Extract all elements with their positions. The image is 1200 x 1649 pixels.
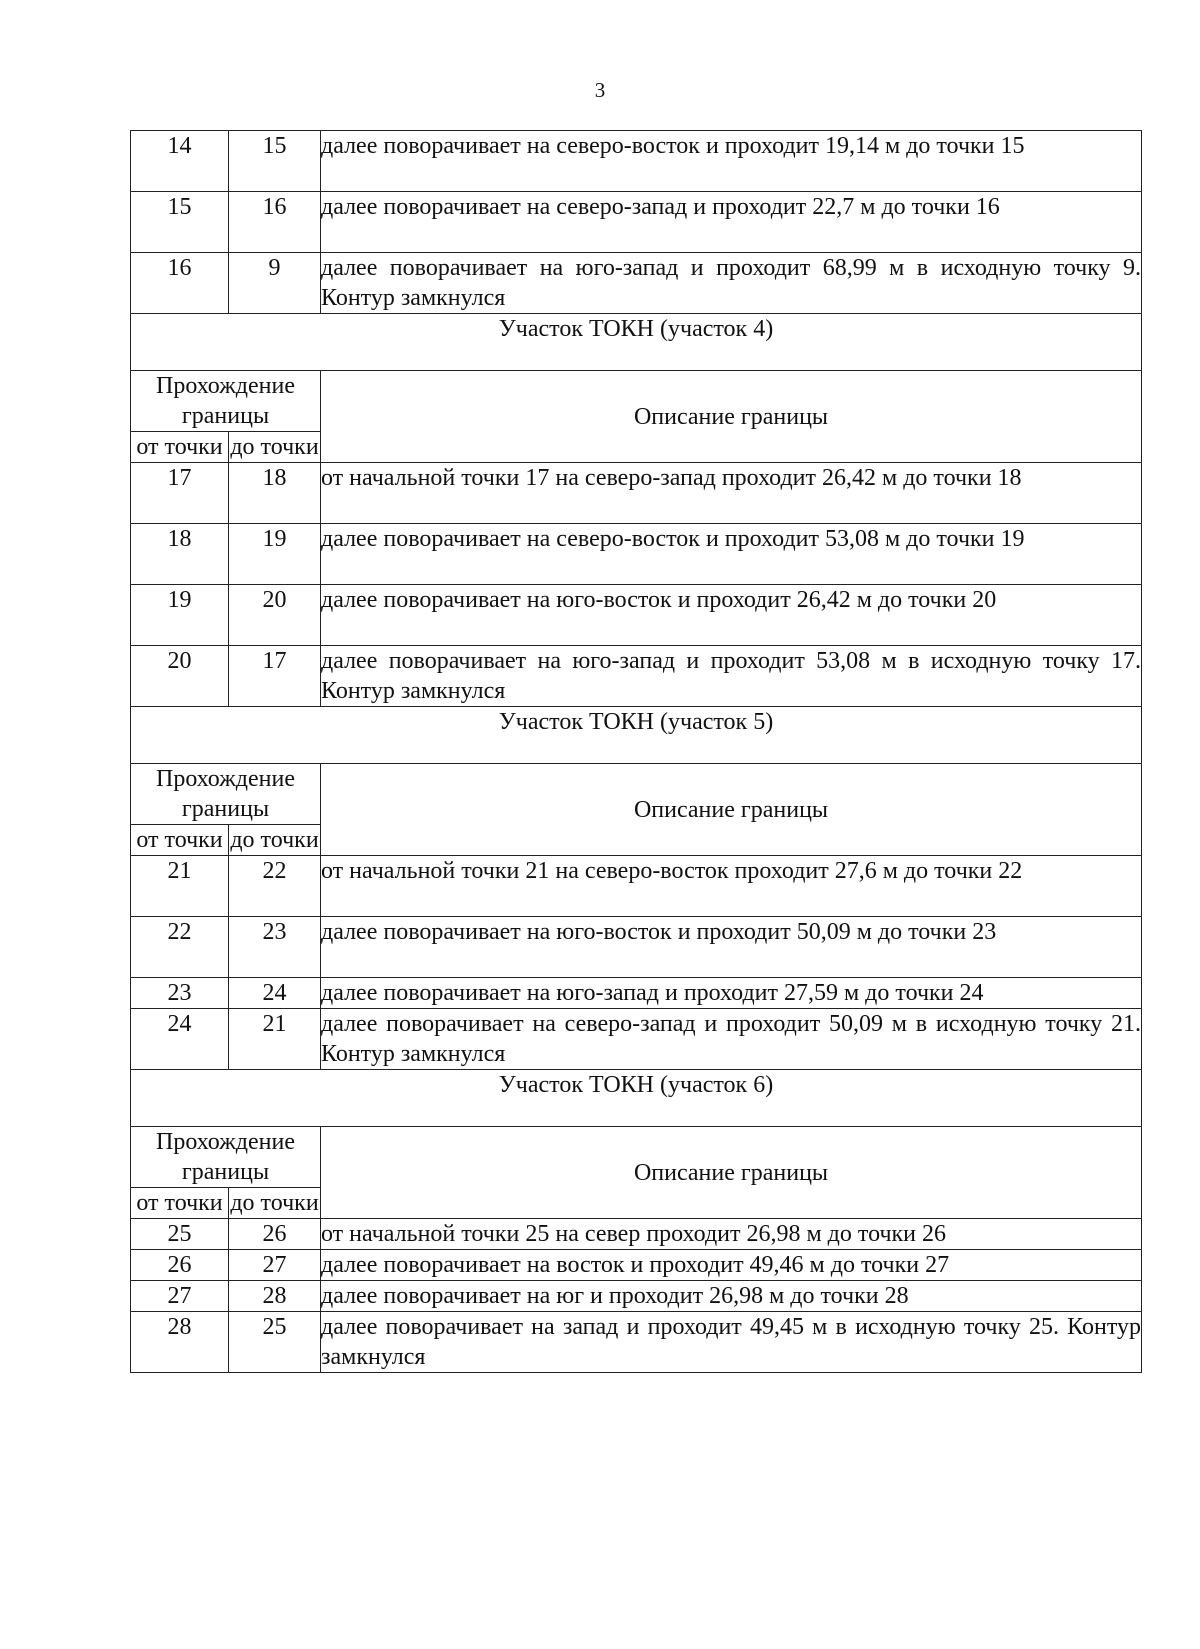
table-row <box>131 253 1142 314</box>
from-point-cell: 25 <box>131 1219 229 1250</box>
to-point-cell: 18 <box>229 463 321 524</box>
to-point-cell: 24 <box>229 978 321 1009</box>
header-row <box>131 764 1142 825</box>
boundary-description-cell: далее поворачивает на восток и проходит 49,46 м до точки 27 <box>321 1250 1142 1281</box>
section-title-row <box>131 707 1142 764</box>
boundary-table-body <box>131 131 1142 1373</box>
to-point-cell: 26 <box>229 1219 321 1250</box>
header-boundary-description: Описание границы <box>321 1127 1142 1219</box>
header-boundary-passage: Прохождение границы <box>131 764 321 825</box>
to-point-cell: 25 <box>229 1312 321 1373</box>
section-title: Участок ТОКН (участок 4) <box>131 314 1142 371</box>
table-row <box>131 917 1142 978</box>
from-point-cell: 26 <box>131 1250 229 1281</box>
from-point-cell: 18 <box>131 524 229 585</box>
from-point-cell: 24 <box>131 1009 229 1070</box>
to-point-cell: 22 <box>229 856 321 917</box>
header-boundary-passage: Прохождение границы <box>131 1127 321 1188</box>
table-row <box>131 1281 1142 1312</box>
from-point-cell: 17 <box>131 463 229 524</box>
boundary-description-cell: далее поворачивает на северо-запад и проходит 22,7 м до точки 16 <box>321 192 1142 253</box>
section-title: Участок ТОКН (участок 5) <box>131 707 1142 764</box>
boundary-description-cell: далее поворачивает на северо-запад и проходит 50,09 м в исходную точку 21. Контур замкнулся <box>321 1009 1142 1070</box>
header-boundary-description: Описание границы <box>321 371 1142 463</box>
table-row <box>131 131 1142 192</box>
section-title: Участок ТОКН (участок 6) <box>131 1070 1142 1127</box>
from-point-cell: 23 <box>131 978 229 1009</box>
from-point-cell: 22 <box>131 917 229 978</box>
to-point-cell: 9 <box>229 253 321 314</box>
from-point-cell: 21 <box>131 856 229 917</box>
table-row <box>131 1312 1142 1373</box>
boundary-description-cell: далее поворачивает на запад и проходит 49,45 м в исходную точку 25. Контур замкнулся <box>321 1312 1142 1373</box>
header-row <box>131 371 1142 432</box>
boundary-description-cell: от начальной точки 17 на северо-запад проходит 26,42 м до точки 18 <box>321 463 1142 524</box>
from-point-cell: 20 <box>131 646 229 707</box>
table-row <box>131 856 1142 917</box>
table-row <box>131 585 1142 646</box>
from-point-cell: 16 <box>131 253 229 314</box>
boundary-description-cell: от начальной точки 25 на север проходит 26,98 м до точки 26 <box>321 1219 1142 1250</box>
header-to-point: до точки <box>229 432 321 463</box>
boundary-description-cell: далее поворачивает на юго-запад и проходит 53,08 м в исходную точку 17. Контур замкнулся <box>321 646 1142 707</box>
table-row <box>131 1009 1142 1070</box>
table-row <box>131 1250 1142 1281</box>
section-title-row <box>131 1070 1142 1127</box>
table-row <box>131 524 1142 585</box>
boundary-description-cell: далее поворачивает на юго-запад и проходит 27,59 м до точки 24 <box>321 978 1142 1009</box>
to-point-cell: 16 <box>229 192 321 253</box>
to-point-cell: 15 <box>229 131 321 192</box>
boundary-description-cell: далее поворачивает на северо-восток и проходит 53,08 м до точки 19 <box>321 524 1142 585</box>
boundary-description-cell: далее поворачивает на юго-восток и проходит 26,42 м до точки 20 <box>321 585 1142 646</box>
to-point-cell: 19 <box>229 524 321 585</box>
header-from-point: от точки <box>131 1188 229 1219</box>
boundary-description-cell: далее поворачивает на юго-восток и проходит 50,09 м до точки 23 <box>321 917 1142 978</box>
boundary-description-cell: далее поворачивает на юг и проходит 26,98 м до точки 28 <box>321 1281 1142 1312</box>
to-point-cell: 23 <box>229 917 321 978</box>
from-point-cell: 27 <box>131 1281 229 1312</box>
header-to-point: до точки <box>229 1188 321 1219</box>
table-row <box>131 646 1142 707</box>
table-row <box>131 463 1142 524</box>
boundary-description-cell: далее поворачивает на северо-восток и проходит 19,14 м до точки 15 <box>321 131 1142 192</box>
from-point-cell: 19 <box>131 585 229 646</box>
to-point-cell: 17 <box>229 646 321 707</box>
page-number: 3 <box>594 78 606 102</box>
to-point-cell: 21 <box>229 1009 321 1070</box>
boundary-description-cell: далее поворачивает на юго-запад и проходит 68,99 м в исходную точку 9. Контур замкнулся <box>321 253 1142 314</box>
header-boundary-passage: Прохождение границы <box>131 371 321 432</box>
boundary-table <box>130 130 1142 1373</box>
boundary-description-cell: от начальной точки 21 на северо-восток проходит 27,6 м до точки 22 <box>321 856 1142 917</box>
to-point-cell: 20 <box>229 585 321 646</box>
header-boundary-description: Описание границы <box>321 764 1142 856</box>
header-row <box>131 1127 1142 1188</box>
header-from-point: от точки <box>131 432 229 463</box>
to-point-cell: 28 <box>229 1281 321 1312</box>
header-to-point: до точки <box>229 825 321 856</box>
table-row <box>131 978 1142 1009</box>
table-row <box>131 192 1142 253</box>
from-point-cell: 15 <box>131 192 229 253</box>
header-from-point: от точки <box>131 825 229 856</box>
section-title-row <box>131 314 1142 371</box>
from-point-cell: 14 <box>131 131 229 192</box>
to-point-cell: 27 <box>229 1250 321 1281</box>
from-point-cell: 28 <box>131 1312 229 1373</box>
table-row <box>131 1219 1142 1250</box>
